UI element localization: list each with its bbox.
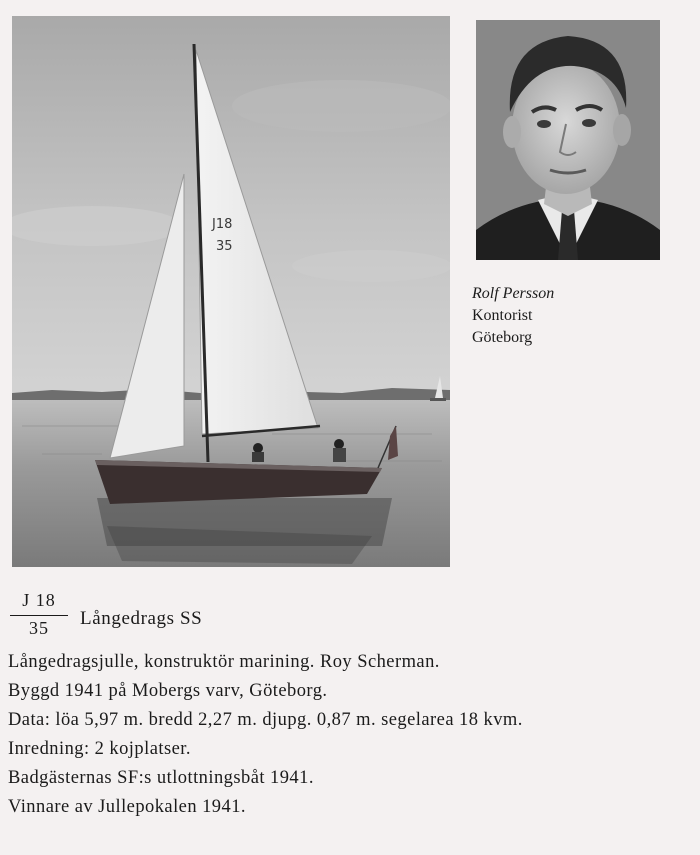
description-line: Inredning: 2 kojplatser. xyxy=(8,739,191,759)
sail-number-bottom: 35 xyxy=(216,239,233,254)
designation-sail-number: 35 xyxy=(29,618,49,638)
description-line: Långedragsjulle, konstruktör marining. Roy Scherman. xyxy=(8,652,440,672)
club-name: Långedrags SS xyxy=(80,608,203,629)
description-line: Data: löa 5,97 m. bredd 2,27 m. djupg. 0,87 m. segelarea 18 kvm. xyxy=(8,710,523,730)
portrait-photo xyxy=(476,20,660,260)
boat-description xyxy=(8,648,688,822)
designation-class-number: J 18 xyxy=(22,590,56,610)
sailboat-photo xyxy=(12,16,450,567)
sail-designation xyxy=(6,590,68,642)
owner-city: Göteborg xyxy=(472,329,533,346)
fraction-divider xyxy=(10,615,68,616)
description-line: Byggd 1941 på Mobergs varv, Göteborg. xyxy=(8,681,328,701)
description-line: Badgästernas SF:s utlottningsbåt 1941. xyxy=(8,768,314,788)
portrait-caption xyxy=(472,283,554,349)
owner-occupation: Kontorist xyxy=(472,307,533,324)
sail-number-top: J18 xyxy=(212,217,233,232)
owner-name: Rolf Persson xyxy=(472,285,555,302)
sailboat-image xyxy=(12,16,450,567)
portrait-image xyxy=(476,20,660,260)
description-line: Vinnare av Jullepokalen 1941. xyxy=(8,797,246,817)
